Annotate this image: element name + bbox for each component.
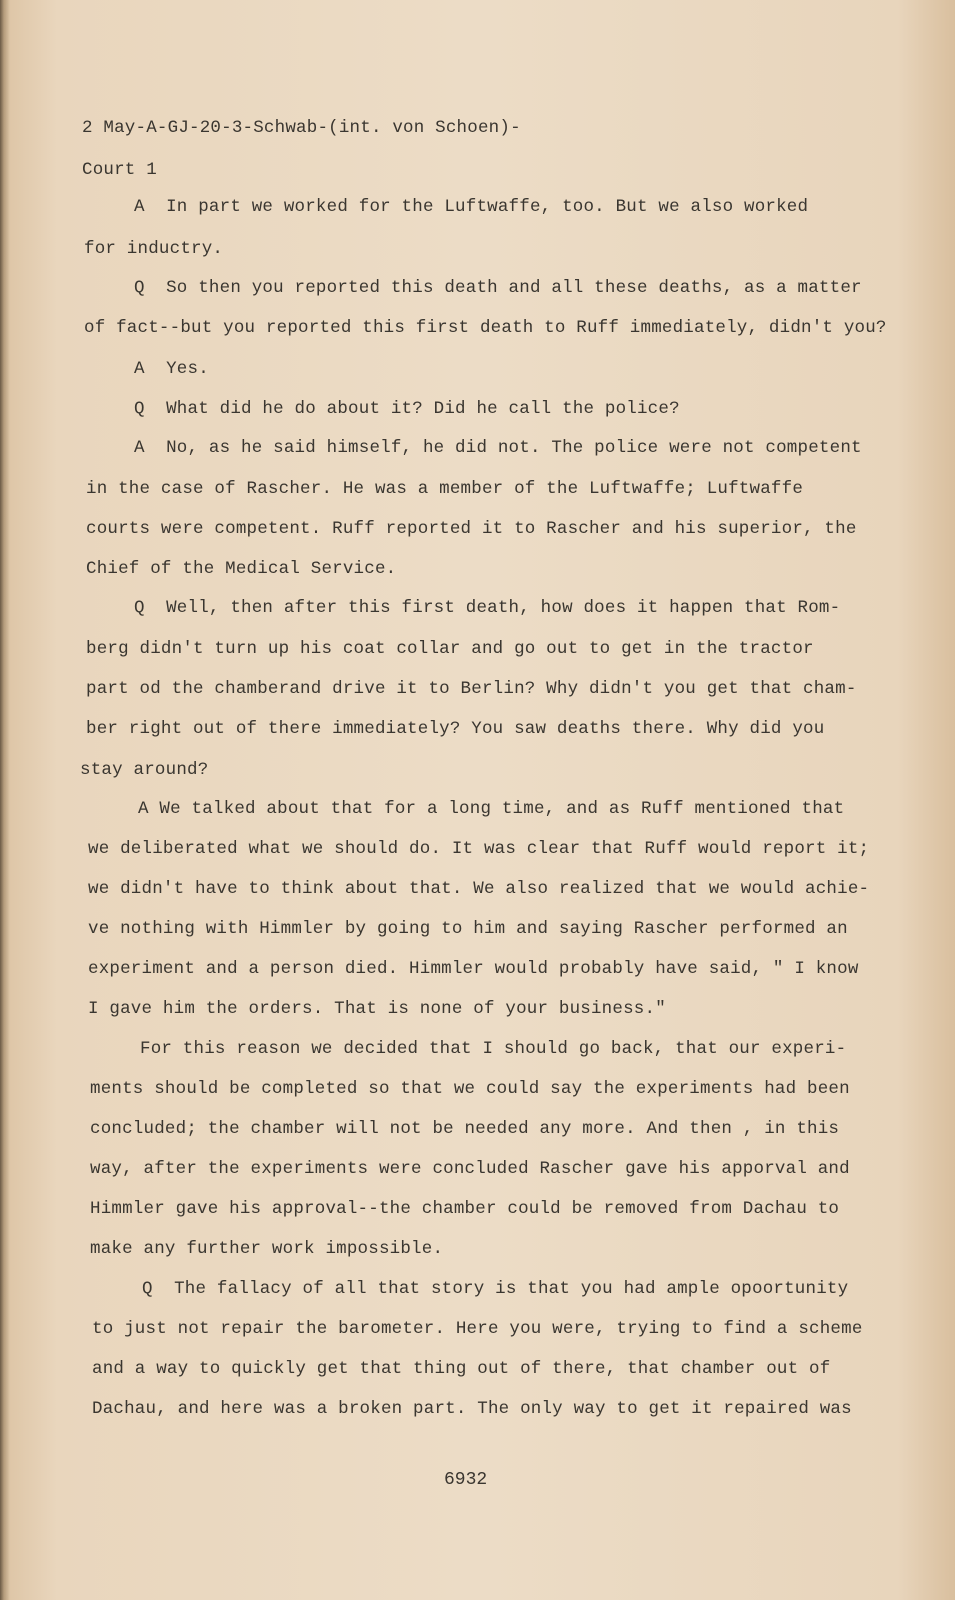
text-line: part od the chamberand drive it to Berlin? Why didn't you get that cham- bbox=[86, 679, 857, 699]
text-line: in the case of Rascher. He was a member of the Luftwaffe; Luftwaffe bbox=[86, 479, 804, 499]
text-line: we deliberated what we should do. It was clear that Ruff would report it; bbox=[88, 839, 870, 859]
text-line: of fact--but you reported this first death to Ruff immediately, didn't you? bbox=[84, 318, 887, 338]
text-line: stay around? bbox=[80, 760, 209, 780]
text-line: ber right out of there immediately? You saw deaths there. Why did you bbox=[86, 719, 825, 739]
page-number: 6932 bbox=[444, 1470, 488, 1490]
text-line: and a way to quickly get that thing out of there, that chamber out of bbox=[92, 1359, 831, 1379]
text-line: ve nothing with Himmler by going to him and saying Rascher performed an bbox=[88, 919, 848, 939]
text-line: Chief of the Medical Service. bbox=[86, 559, 397, 579]
text-line: For this reason we decided that I should go back, that our experi- bbox=[140, 1039, 847, 1059]
text-line: A No, as he said himself, he did not. The police were not competent bbox=[134, 438, 862, 458]
text-line: concluded; the chamber will not be needed any more. And then , in this bbox=[90, 1119, 840, 1139]
text-line: Q What did he do about it? Did he call the police? bbox=[134, 399, 680, 419]
text-line: for inductry. bbox=[84, 239, 224, 259]
text-line: berg didn't turn up his coat collar and go out to get in the tractor bbox=[86, 639, 814, 659]
text-line: Dachau, and here was a broken part. The only way to get it repaired was bbox=[92, 1399, 852, 1419]
text-line: Q So then you reported this death and all these deaths, as a matter bbox=[134, 278, 862, 298]
text-line: make any further work impossible. bbox=[90, 1239, 444, 1259]
text-line: Himmler gave his approval--the chamber could be removed from Dachau to bbox=[90, 1199, 840, 1219]
text-line: way, after the experiments were concluded Rascher gave his apporval and bbox=[90, 1159, 850, 1179]
text-line: to just not repair the barometer. Here you were, trying to find a scheme bbox=[92, 1319, 863, 1339]
text-line: experiment and a person died. Himmler would probably have said, " I know bbox=[88, 959, 859, 979]
page-edge bbox=[0, 0, 10, 1600]
text-line: I gave him the orders. That is none of your business." bbox=[88, 999, 666, 1019]
text-line: Q The fallacy of all that story is that you had ample opoortunity bbox=[142, 1279, 849, 1299]
text-line: A Yes. bbox=[134, 359, 209, 379]
text-line: Q Well, then after this first death, how does it happen that Rom- bbox=[134, 598, 841, 618]
text-line: ments should be completed so that we could say the experiments had been bbox=[90, 1079, 850, 1099]
document-header: 2 May-A-GJ-20-3-Schwab-(int. von Schoen)- bbox=[82, 118, 521, 138]
court-label: Court 1 bbox=[82, 160, 157, 180]
text-line: we didn't have to think about that. We also realized that we would achie- bbox=[88, 879, 870, 899]
text-line: A We talked about that for a long time, and as Ruff mentioned that bbox=[138, 799, 845, 819]
text-line: A In part we worked for the Luftwaffe, too. But we also worked bbox=[134, 197, 809, 217]
text-line: courts were competent. Ruff reported it to Rascher and his superior, the bbox=[86, 519, 857, 539]
